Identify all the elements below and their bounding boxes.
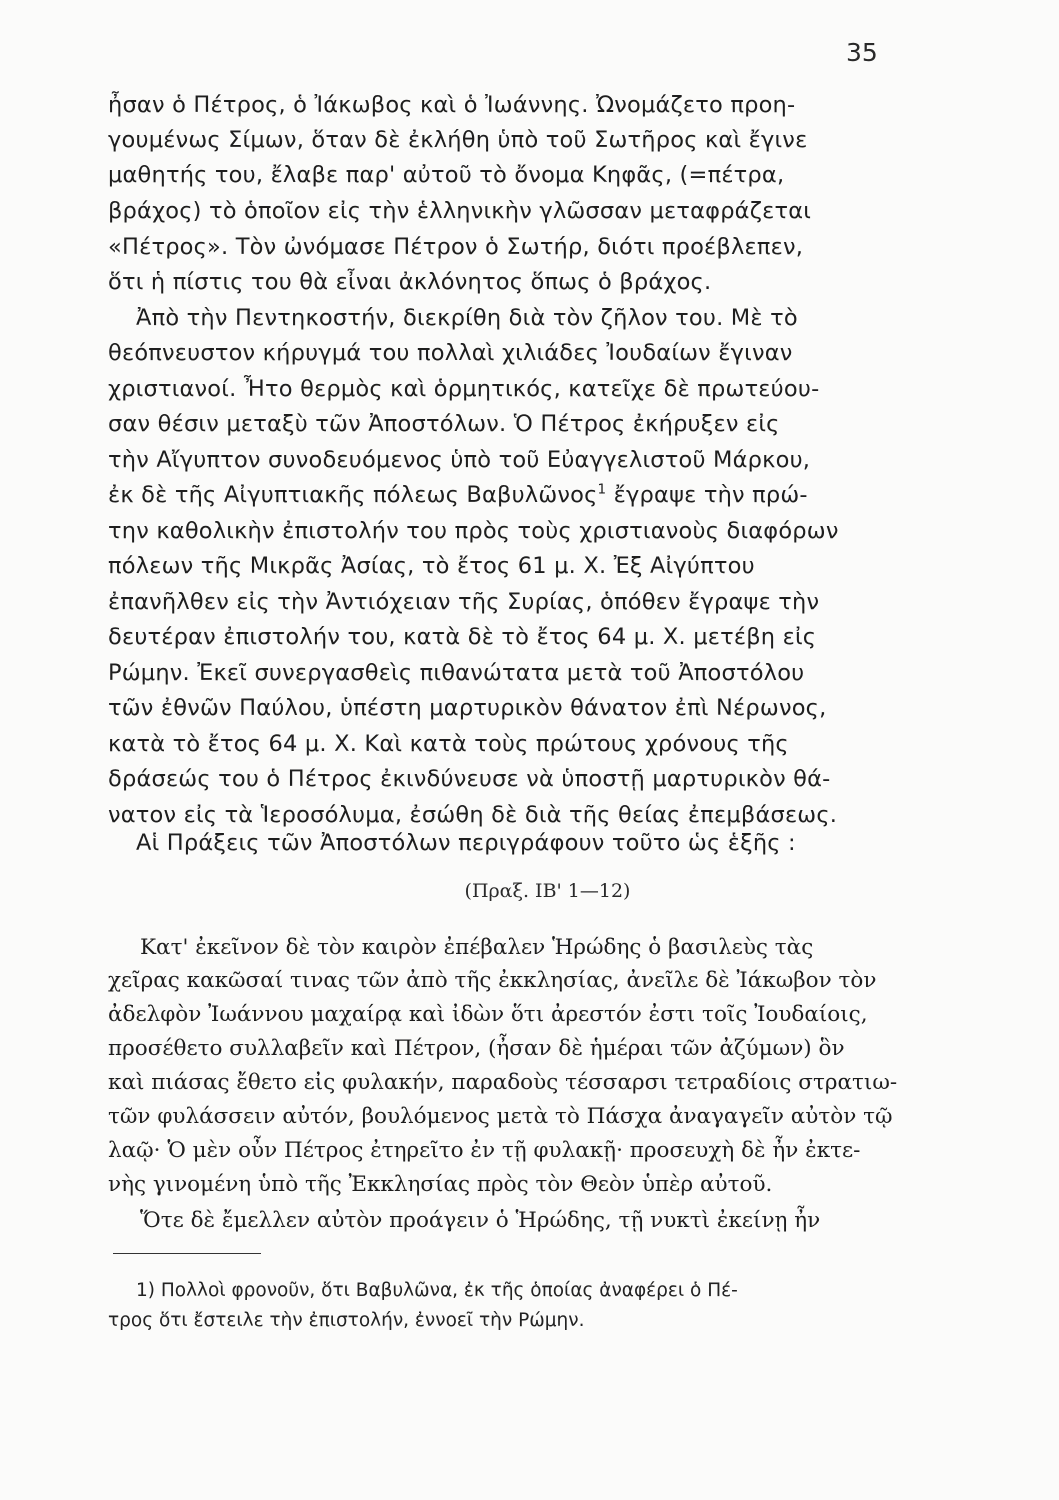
scripture-reference: (Πραξ. ΙΒ' 1—12): [464, 880, 631, 902]
text-line: Ρώμην. Ἐκεῖ συνεργασθεὶς πιθανώτατα μετὰ τοῦ Ἀποστόλου: [108, 660, 805, 686]
text-line: τῶν ἐθνῶν Παύλου, ὑπέστη μαρτυρικὸν θάνατον ἐπὶ Νέρωνος,: [108, 695, 827, 721]
quote-line: νὴς γινομένη ὑπὸ τῆς Ἐκκλησίας πρὸς τὸν Θεὸν ὑπὲρ αὐτοῦ.: [108, 1172, 773, 1197]
text-line-start: ἐκ δὲ τῆς Αἰγυπτιακῆς πόλεως Βαβυλῶνος: [108, 482, 598, 508]
footnote-divider: [113, 1253, 261, 1254]
text-line: χριστιανοί. Ἦτο θερμὸς καὶ ὁρμητικός, κατεῖχε δὲ πρωτεύου-: [108, 376, 820, 402]
quote-line: καὶ πιάσας ἔθετο εἰς φυλακήν, παραδοὺς τέσσαρσι τετραδίοις στρατιω-: [108, 1070, 898, 1095]
text-line: [108, 482, 808, 508]
text-line: Αἱ Πράξεις τῶν Ἀποστόλων περιγράφουν τοῦτο ὡς ἑξῆς :: [136, 830, 796, 856]
text-line: ἐπανῆλθεν εἰς τὴν Ἀντιόχειαν τῆς Συρίας, ὁπόθεν ἔγραψε τὴν: [108, 589, 820, 615]
quote-line: Κατ' ἐκεῖνον δὲ τὸν καιρὸν ἐπέβαλεν Ἡρώδης ὁ βασιλεὺς τὰς: [140, 935, 814, 960]
quote-line: χεῖρας κακῶσαί τινας τῶν ἀπὸ τῆς ἐκκλησίας, ἀνεῖλε δὲ Ἰάκωβον τὸν: [108, 968, 877, 993]
text-line-end: ἔγραψε τὴν πρώ-: [613, 482, 808, 508]
text-line: τὴν Αἴγυπτον συνοδευόμενος ὑπὸ τοῦ Εὐαγγελιστοῦ Μάρκου,: [108, 447, 811, 473]
quote-line: Ὅτε δὲ ἔμελλεν αὐτὸν προάγειν ὁ Ἡρώδης, τῇ νυκτὶ ἐκείνῃ ἦν: [140, 1208, 821, 1233]
text-line: ὅτι ἡ πίστις του θὰ εἶναι ἀκλόνητος ὅπως ὁ βράχος.: [108, 269, 712, 295]
footnote-line: 1) Πολλοὶ φρονοῦν, ὅτι Βαβυλῶνα, ἐκ τῆς ὁποίας ἀναφέρει ὁ Πέ-: [136, 1280, 738, 1301]
text-line: νατον εἰς τὰ Ἱεροσόλυμα, ἐσώθη δὲ διὰ τῆς θείας ἐπεμβάσεως.: [108, 802, 838, 828]
text-line: μαθητής του, ἔλαβε παρ' αὐτοῦ τὸ ὄνομα Κηφᾶς, (=πέτρα,: [108, 162, 785, 188]
footnote-line: τρος ὅτι ἔστειλε τὴν ἐπιστολήν, ἐννοεῖ τὴν Ρώμην.: [108, 1310, 585, 1331]
text-line: δευτέραν ἐπιστολήν του, κατὰ δὲ τὸ ἔτος 64 μ. Χ. μετέβη εἰς: [108, 624, 817, 650]
text-line: πόλεων τῆς Μικρᾶς Ἀσίας, τὸ ἔτος 61 μ. Χ. Ἐξ Αἰγύπτου: [108, 553, 755, 579]
text-line: κατὰ τὸ ἔτος 64 μ. Χ. Καὶ κατὰ τοὺς πρώτους χρόνους τῆς: [108, 731, 789, 757]
text-line: «Πέτρος». Τὸν ὠνόμασε Πέτρον ὁ Σωτήρ, διότι προέβλεπεν,: [108, 234, 804, 260]
text-line: σαν θέσιν μεταξὺ τῶν Ἀποστόλων. Ὁ Πέτρος ἐκήρυξεν εἰς: [108, 411, 780, 437]
quote-line: τῶν φυλάσσειν αὐτόν, βουλόμενος μετὰ τὸ Πάσχα ἀναγαγεῖν αὐτὸν τῷ: [108, 1104, 893, 1129]
text-line: την καθολικὴν ἐπιστολήν του πρὸς τοὺς χριστιανοὺς διαφόρων: [108, 518, 839, 544]
text-line: Ἀπὸ τὴν Πεντηκοστήν, διεκρίθη διὰ τὸν ζῆλον του. Μὲ τὸ: [136, 305, 798, 331]
text-line: γουμένως Σίμων, ὅταν δὲ ἐκλήθη ὑπὸ τοῦ Σωτῆρος καὶ ἔγινε: [108, 127, 808, 153]
text-line: ἦσαν ὁ Πέτρος, ὁ Ἰάκωβος καὶ ὁ Ἰωάννης. Ὠνομάζετο προη-: [108, 92, 796, 118]
page-number: 35: [846, 38, 878, 67]
quote-line: λαῷ· Ὁ μὲν οὖν Πέτρος ἐτηρεῖτο ἐν τῇ φυλακῇ· προσευχὴ δὲ ἦν ἐκτε-: [108, 1138, 861, 1163]
text-line: θεόπνευστον κήρυγμά του πολλαὶ χιλιάδες Ἰουδαίων ἔγιναν: [108, 340, 793, 366]
quote-line: προσέθετο συλλαβεῖν καὶ Πέτρον, (ἦσαν δὲ ἡμέραι τῶν ἀζύμων) ὃν: [108, 1036, 845, 1061]
footnote-marker: 1: [597, 481, 607, 498]
text-line: δράσεώς του ὁ Πέτρος ἐκινδύνευσε νὰ ὑποστῇ μαρτυρικὸν θά-: [108, 766, 831, 792]
quote-line: ἀδελφὸν Ἰωάννου μαχαίρᾳ καὶ ἰδὼν ὅτι ἀρεστόν ἐστι τοῖς Ἰουδαίοις,: [108, 1002, 868, 1027]
text-line: βράχος) τὸ ὁποῖον εἰς τὴν ἑλληνικὴν γλῶσσαν μεταφράζεται: [108, 198, 812, 224]
